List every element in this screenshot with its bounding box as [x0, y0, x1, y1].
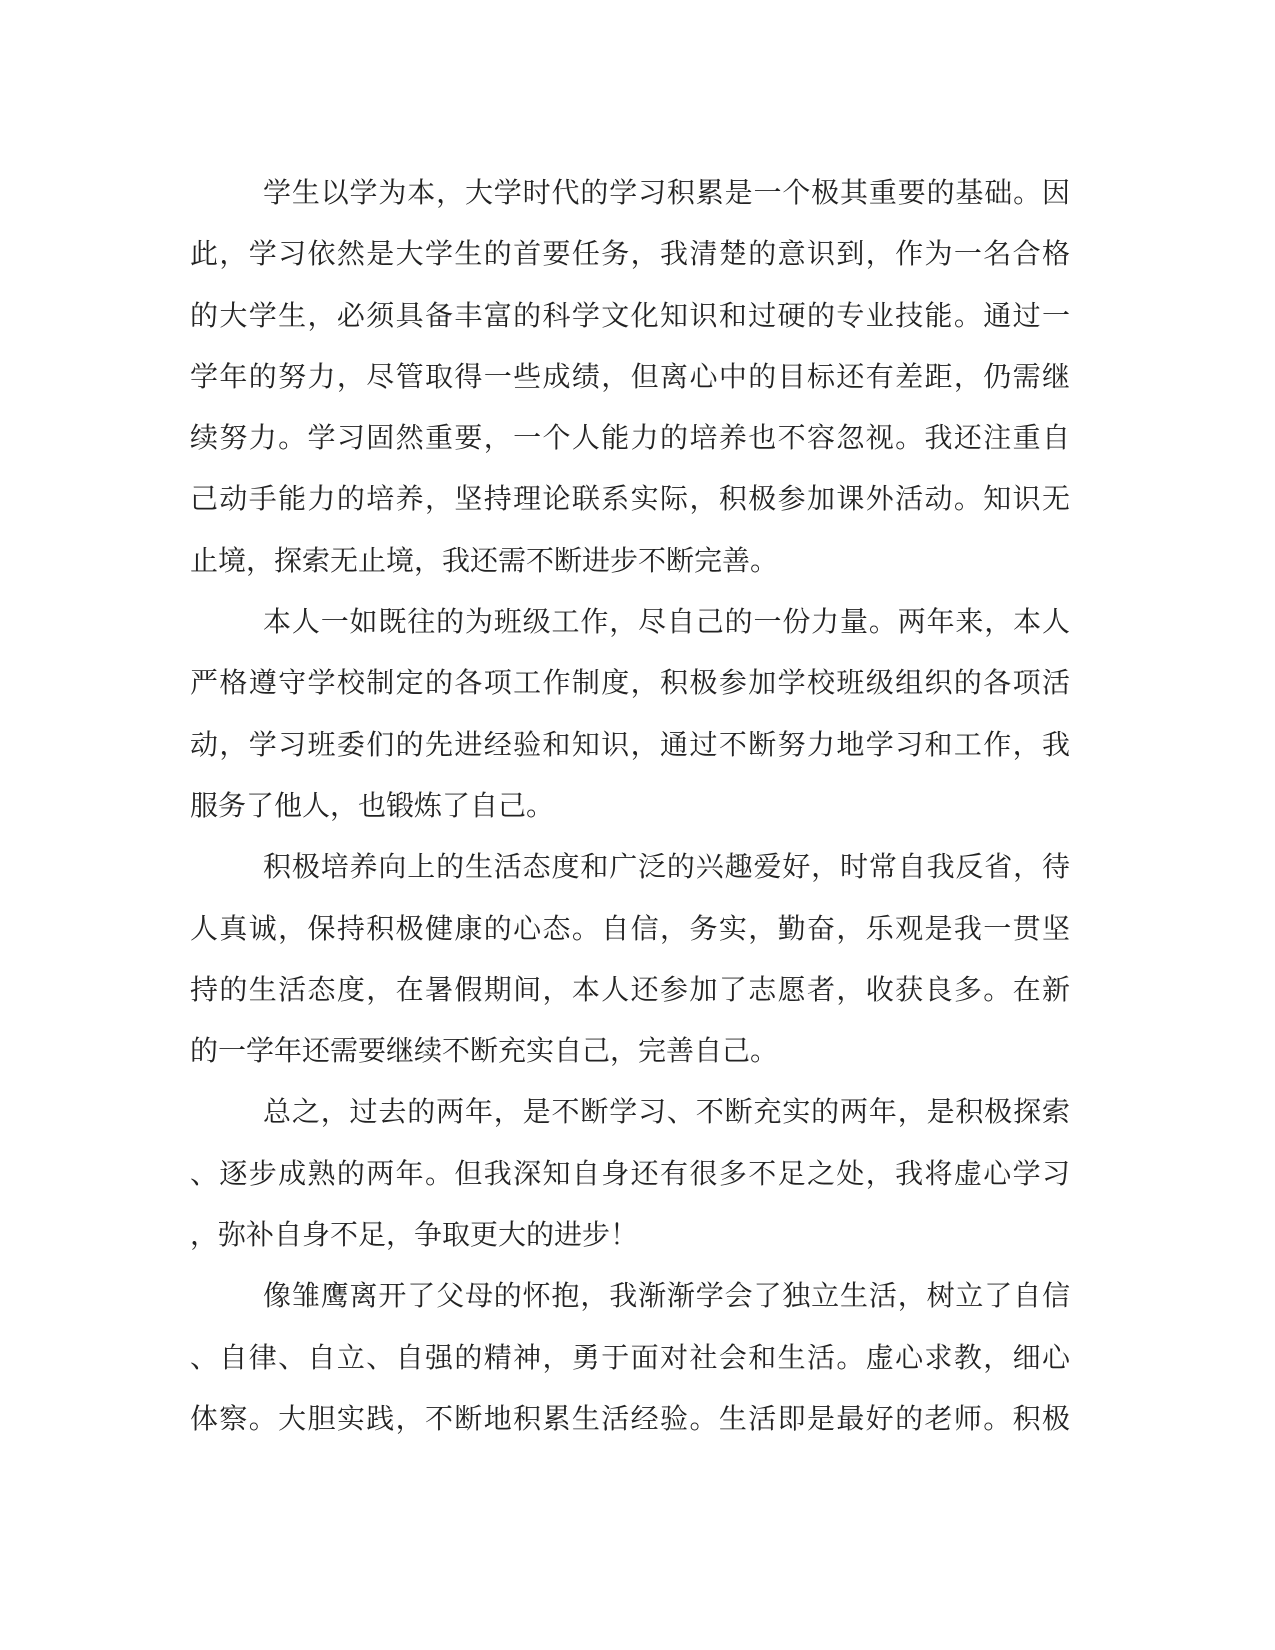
text-line: 动，学习班委们的先进经验和知识，通过不断努力地学习和工作，我	[190, 727, 1070, 761]
document-body	[190, 162, 1070, 1449]
text-line: 续努力。学习固然重要，一个人能力的培养也不容忽视。我还注重自	[190, 421, 1070, 455]
text-line: 学生以学为本，大学时代的学习积累是一个极其重要的基础。因	[263, 176, 1070, 209]
paragraph-independence	[190, 1265, 1070, 1449]
text-line: 服务了他人，也锻炼了自己。	[190, 788, 555, 822]
text-line: 的大学生，必须具备丰富的科学文化知识和过硬的专业技能。通过一	[190, 298, 1070, 332]
text-line: 本人一如既往的为班级工作，尽自己的一份力量。两年来，本人	[263, 605, 1070, 639]
text-line: 积极培养向上的生活态度和广泛的兴趣爱好，时常自我反省，待	[263, 850, 1070, 884]
paragraph-summary	[190, 1081, 1070, 1265]
text-line: 学年的努力，尽管取得一些成绩，但离心中的目标还有差距，仍需继	[190, 359, 1070, 393]
paragraph-class-work	[190, 591, 1070, 836]
text-line: 己动手能力的培养，坚持理论联系实际，积极参加课外活动。知识无	[190, 482, 1070, 516]
text-line: 止境，探索无止境，我还需不断进步不断完善。	[190, 543, 779, 577]
text-line: 、自律、自立、自强的精神，勇于面对社会和生活。虚心求教，细心	[190, 1340, 1070, 1374]
paragraph-life-attitude	[190, 836, 1070, 1081]
text-line: 体察。大胆实践，不断地积累生活经验。生活即是最好的老师。积极	[190, 1401, 1070, 1435]
text-line: ，弥补自身不足，争取更大的进步！	[190, 1218, 639, 1252]
text-line: 此，学习依然是大学生的首要任务，我清楚的意识到，作为一名合格	[190, 237, 1070, 271]
text-line: 、逐步成熟的两年。但我深知自身还有很多不足之处，我将虚心学习	[190, 1156, 1070, 1190]
text-line: 持的生活态度，在暑假期间，本人还参加了志愿者，收获良多。在新	[190, 972, 1070, 1006]
text-line: 总之，过去的两年，是不断学习、不断充实的两年，是积极探索	[263, 1095, 1070, 1129]
text-line: 的一学年还需要继续不断充实自己，完善自己。	[190, 1034, 779, 1068]
text-line: 严格遵守学校制定的各项工作制度，积极参加学校班级组织的各项活	[190, 666, 1070, 700]
text-line: 像雏鹰离开了父母的怀抱，我渐渐学会了独立生活，树立了自信	[263, 1279, 1070, 1313]
paragraph-study	[190, 162, 1070, 591]
text-line: 人真诚，保持积极健康的心态。自信，务实，勤奋，乐观是我一贯坚	[190, 911, 1070, 945]
